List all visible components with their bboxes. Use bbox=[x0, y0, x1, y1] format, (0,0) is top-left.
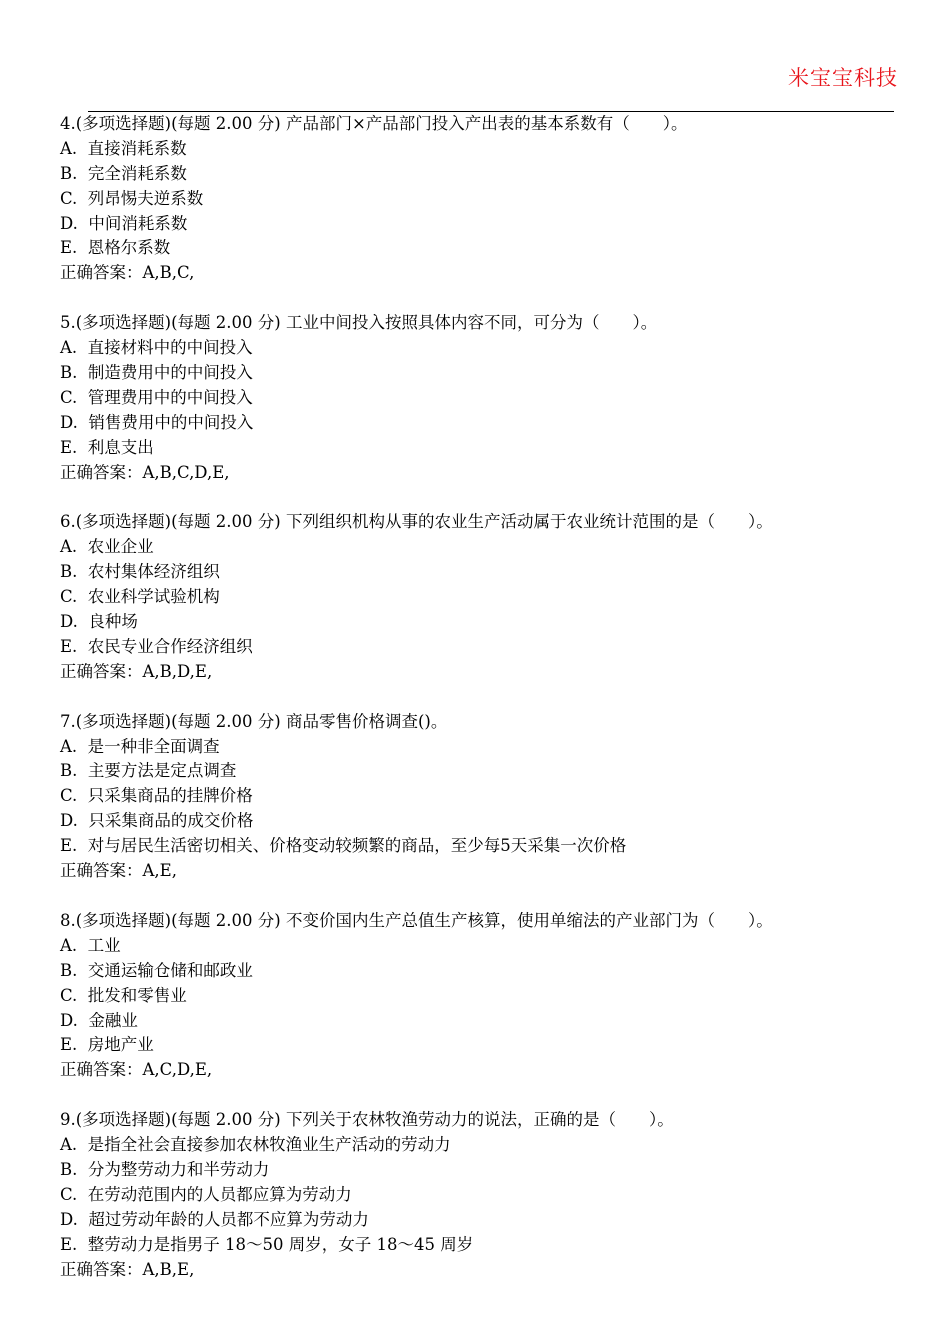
option-c: C. 在劳动范围内的人员都应算为劳动力 bbox=[60, 1184, 352, 1204]
option-e: E. 恩格尔系数 bbox=[60, 238, 171, 258]
option-a: A. 工业 bbox=[60, 935, 121, 955]
option-a: A. 农业企业 bbox=[60, 537, 154, 557]
header-brand: 米宝宝科技 bbox=[788, 66, 898, 90]
option-d: D. 良种场 bbox=[60, 612, 138, 632]
option-c: C. 批发和零售业 bbox=[60, 985, 187, 1005]
correct-answer: 正确答案：A,B,C,D,E, bbox=[60, 462, 230, 482]
correct-answer: 正确答案：A,C,D,E, bbox=[60, 1060, 213, 1080]
option-a: A. 是一种非全面调查 bbox=[60, 736, 220, 756]
option-d: D. 超过劳动年龄的人员都不应算为劳动力 bbox=[60, 1209, 369, 1229]
option-e: E. 农民专业合作经济组织 bbox=[60, 636, 253, 656]
question-stem: 4.(多项选择题)(每题 2.00 分) 产品部门×产品部门投入产出表的基本系数有（ ）。 bbox=[60, 114, 688, 133]
option-c: C. 农业科学试验机构 bbox=[60, 587, 220, 607]
option-a: A. 是指全社会直接参加农林牧渔业生产活动的劳动力 bbox=[60, 1135, 451, 1155]
option-a: A. 直接材料中的中间投入 bbox=[60, 338, 253, 358]
question-stem: 6.(多项选择题)(每题 2.00 分) 下列组织机构从事的农业生产活动属于农业统计范围的是（ ）。 bbox=[60, 512, 773, 532]
option-e: E. 对与居民生活密切相关、价格变动较频繁的商品，至少每5天采集一次价格 bbox=[60, 836, 627, 856]
option-d: D. 金融业 bbox=[60, 1010, 138, 1030]
option-b: B. 交通运输仓储和邮政业 bbox=[60, 960, 253, 980]
option-e: E. 利息支出 bbox=[60, 437, 154, 457]
correct-answer: 正确答案：A,E, bbox=[60, 861, 177, 881]
option-b: B. 农村集体经济组织 bbox=[60, 562, 220, 582]
question-7 bbox=[60, 710, 920, 884]
correct-answer: 正确答案：A,B,C, bbox=[60, 263, 195, 283]
question-stem: 8.(多项选择题)(每题 2.00 分) 不变价国内生产总值生产核算，使用单缩法的产业部门为（ ）。 bbox=[60, 910, 773, 930]
question-list bbox=[60, 112, 920, 1307]
option-b: B. 完全消耗系数 bbox=[60, 163, 187, 183]
option-b: B. 主要方法是定点调查 bbox=[60, 761, 237, 781]
option-c: C. 列昂惕夫逆系数 bbox=[60, 188, 204, 208]
option-b: B. 分为整劳动力和半劳动力 bbox=[60, 1159, 270, 1179]
option-d: D. 中间消耗系数 bbox=[60, 213, 188, 233]
correct-answer: 正确答案：A,B,D,E, bbox=[60, 661, 213, 681]
option-c: C. 只采集商品的挂牌价格 bbox=[60, 786, 253, 806]
question-stem: 7.(多项选择题)(每题 2.00 分) 商品零售价格调查()。 bbox=[60, 711, 448, 731]
option-c: C. 管理费用中的中间投入 bbox=[60, 387, 253, 407]
question-9 bbox=[60, 1108, 920, 1282]
question-8 bbox=[60, 909, 920, 1083]
option-d: D. 只采集商品的成交价格 bbox=[60, 811, 254, 831]
question-stem: 9.(多项选择题)(每题 2.00 分) 下列关于农林牧渔劳动力的说法，正确的是（ ）。 bbox=[60, 1110, 674, 1130]
question-4 bbox=[60, 112, 920, 286]
correct-answer: 正确答案：A,B,E, bbox=[60, 1259, 195, 1279]
option-e: E. 整劳动力是指男子 18～50 周岁，女子 18～45 周岁 bbox=[60, 1234, 474, 1254]
question-5 bbox=[60, 311, 920, 485]
option-e: E. 房地产业 bbox=[60, 1035, 154, 1055]
option-b: B. 制造费用中的中间投入 bbox=[60, 363, 253, 383]
option-d: D. 销售费用中的中间投入 bbox=[60, 412, 254, 432]
question-stem: 5.(多项选择题)(每题 2.00 分) 工业中间投入按照具体内容不同，可分为（ ）。 bbox=[60, 313, 658, 333]
question-6 bbox=[60, 510, 920, 684]
option-a: A. 直接消耗系数 bbox=[60, 138, 187, 158]
